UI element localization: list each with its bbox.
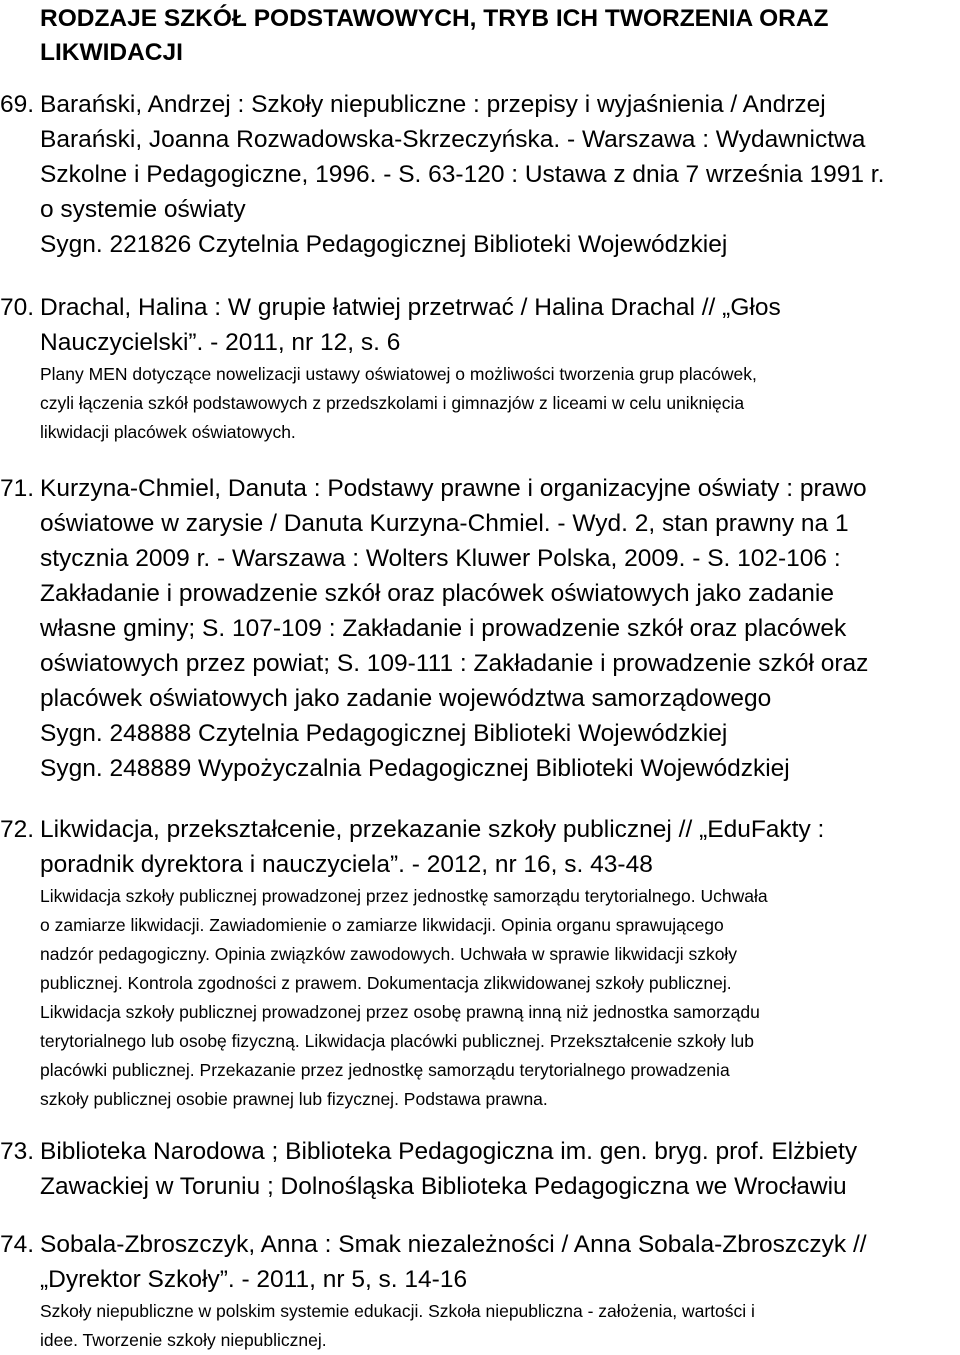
entry-annotation bbox=[40, 882, 960, 1114]
citation-line: Sobala-Zbroszczyk, Anna : Smak niezależności / Anna Sobala-Zbroszczyk // bbox=[40, 1231, 867, 1258]
citation-line: stycznia 2009 r. - Warszawa : Wolters Kluwer Polska, 2009. - S. 102-106 : bbox=[40, 545, 841, 572]
citation-line: „Dyrektor Szkoły”. - 2011, nr 5, s. 14-16 bbox=[40, 1266, 468, 1293]
citation-line: oświatowe w zarysie / Danuta Kurzyna-Chmiel. - Wyd. 2, stan prawny na 1 bbox=[40, 510, 849, 537]
annotation-line: Plany MEN dotyczące nowelizacji ustawy oświatowej o możliwości tworzenia grup placówek, bbox=[40, 364, 757, 384]
entry-citation bbox=[40, 87, 940, 262]
annotation-line: czyli łączenia szkół podstawowych z przedszkolami i gimnazjów z liceami w celu uniknięcia bbox=[40, 393, 745, 413]
citation-line: Szkolne i Pedagogiczne, 1996. - S. 63-120 : Ustawa z dnia 7 września 1991 r. bbox=[40, 161, 885, 188]
citation-line: oświatowych przez powiat; S. 109-111 : Zakładanie i prowadzenie szkół oraz bbox=[40, 650, 869, 677]
bibliography-entry-71 bbox=[0, 471, 960, 786]
bibliography-entry-69 bbox=[0, 87, 960, 262]
entry-citation bbox=[40, 471, 940, 786]
bibliography-entry-73 bbox=[0, 1134, 960, 1204]
entry-citation bbox=[40, 1134, 940, 1204]
entry-annotation bbox=[40, 1297, 960, 1355]
entry-number: 72. bbox=[0, 816, 35, 843]
heading-line: RODZAJE SZKÓŁ PODSTAWOWYCH, TRYB ICH TWORZENIA ORAZ bbox=[40, 5, 829, 32]
annotation-line: likwidacji placówek oświatowych. bbox=[40, 422, 296, 442]
bibliography-entry-70 bbox=[0, 290, 960, 447]
entry-citation bbox=[40, 812, 940, 882]
annotation-line: nadzór pedagogiczny. Opinia związków zawodowych. Uchwała w sprawie likwidacji szkoły bbox=[40, 944, 738, 964]
heading-line: LIKWIDACJI bbox=[40, 39, 183, 66]
entry-number: 74. bbox=[0, 1231, 35, 1258]
entry-number: 70. bbox=[0, 294, 35, 321]
call-number-line: Sygn. 221826 Czytelnia Pedagogicznej Biblioteki Wojewódzkiej bbox=[40, 231, 728, 258]
citation-line: Biblioteka Narodowa ; Biblioteka Pedagogiczna im. gen. bryg. prof. Elżbiety bbox=[40, 1138, 858, 1165]
citation-line: Zawackiej w Toruniu ; Dolnośląska Biblioteka Pedagogiczna we Wrocławiu bbox=[40, 1173, 847, 1200]
bibliography-entry-72 bbox=[0, 812, 960, 1114]
citation-line: poradnik dyrektora i nauczyciela”. - 2012, nr 16, s. 43-48 bbox=[40, 851, 653, 878]
entry-annotation bbox=[40, 360, 960, 447]
citation-line: Likwidacja, przekształcenie, przekazanie szkoły publicznej // „EduFakty : bbox=[40, 816, 825, 843]
call-number-line: Sygn. 248889 Wypożyczalnia Pedagogicznej Biblioteki Wojewódzkiej bbox=[40, 755, 790, 782]
annotation-line: o zamiarze likwidacji. Zawiadomienie o zamiarze likwidacji. Opinia organu sprawującego bbox=[40, 915, 724, 935]
entry-number: 71. bbox=[0, 475, 35, 502]
bibliography-entry-74 bbox=[0, 1227, 960, 1355]
entry-citation bbox=[40, 290, 940, 360]
annotation-line: idee. Tworzenie szkoły niepublicznej. bbox=[40, 1330, 327, 1350]
entry-number: 73. bbox=[0, 1138, 35, 1165]
call-number-line: Sygn. 248888 Czytelnia Pedagogicznej Biblioteki Wojewódzkiej bbox=[40, 720, 728, 747]
citation-line: placówek oświatowych jako zadanie województwa samorządowego bbox=[40, 685, 772, 712]
annotation-line: Likwidacja szkoły publicznej prowadzonej przez jednostkę samorządu terytorialnego. Uchwała bbox=[40, 886, 768, 906]
annotation-line: szkoły publicznej osobie prawnej lub fizycznej. Podstawa prawna. bbox=[40, 1089, 548, 1109]
citation-line: Drachal, Halina : W grupie łatwiej przetrwać / Halina Drachal // „Głos bbox=[40, 294, 781, 321]
section-heading bbox=[40, 2, 940, 70]
citation-line: Kurzyna-Chmiel, Danuta : Podstawy prawne i organizacyjne oświaty : prawo bbox=[40, 475, 867, 502]
annotation-line: Szkoły niepubliczne w polskim systemie edukacji. Szkoła niepubliczna - założenia, wartości i bbox=[40, 1301, 755, 1321]
citation-line: Barański, Andrzej : Szkoły niepubliczne : przepisy i wyjaśnienia / Andrzej bbox=[40, 91, 826, 118]
entry-citation bbox=[40, 1227, 940, 1297]
citation-line: Nauczycielski”. - 2011, nr 12, s. 6 bbox=[40, 329, 401, 356]
citation-line: Barański, Joanna Rozwadowska-Skrzeczyńska. - Warszawa : Wydawnictwa bbox=[40, 126, 866, 153]
citation-line: własne gminy; S. 107-109 : Zakładanie i prowadzenie szkół oraz placówek bbox=[40, 615, 847, 642]
annotation-line: Likwidacja szkoły publicznej prowadzonej przez osobę prawną inną niż jednostka samorządu bbox=[40, 1002, 760, 1022]
entry-number: 69. bbox=[0, 91, 35, 118]
citation-line: Zakładanie i prowadzenie szkół oraz placówek oświatowych jako zadanie bbox=[40, 580, 834, 607]
annotation-line: terytorialnego lub osobę fizyczną. Likwidacja placówki publicznej. Przekształcenie szkoły lub bbox=[40, 1031, 754, 1051]
annotation-line: placówki publicznej. Przekazanie przez jednostkę samorządu terytorialnego prowadzenia bbox=[40, 1060, 730, 1080]
annotation-line: publicznej. Kontrola zgodności z prawem. Dokumentacja zlikwidowanej szkoły publicznej. bbox=[40, 973, 732, 993]
citation-line: o systemie oświaty bbox=[40, 196, 246, 223]
